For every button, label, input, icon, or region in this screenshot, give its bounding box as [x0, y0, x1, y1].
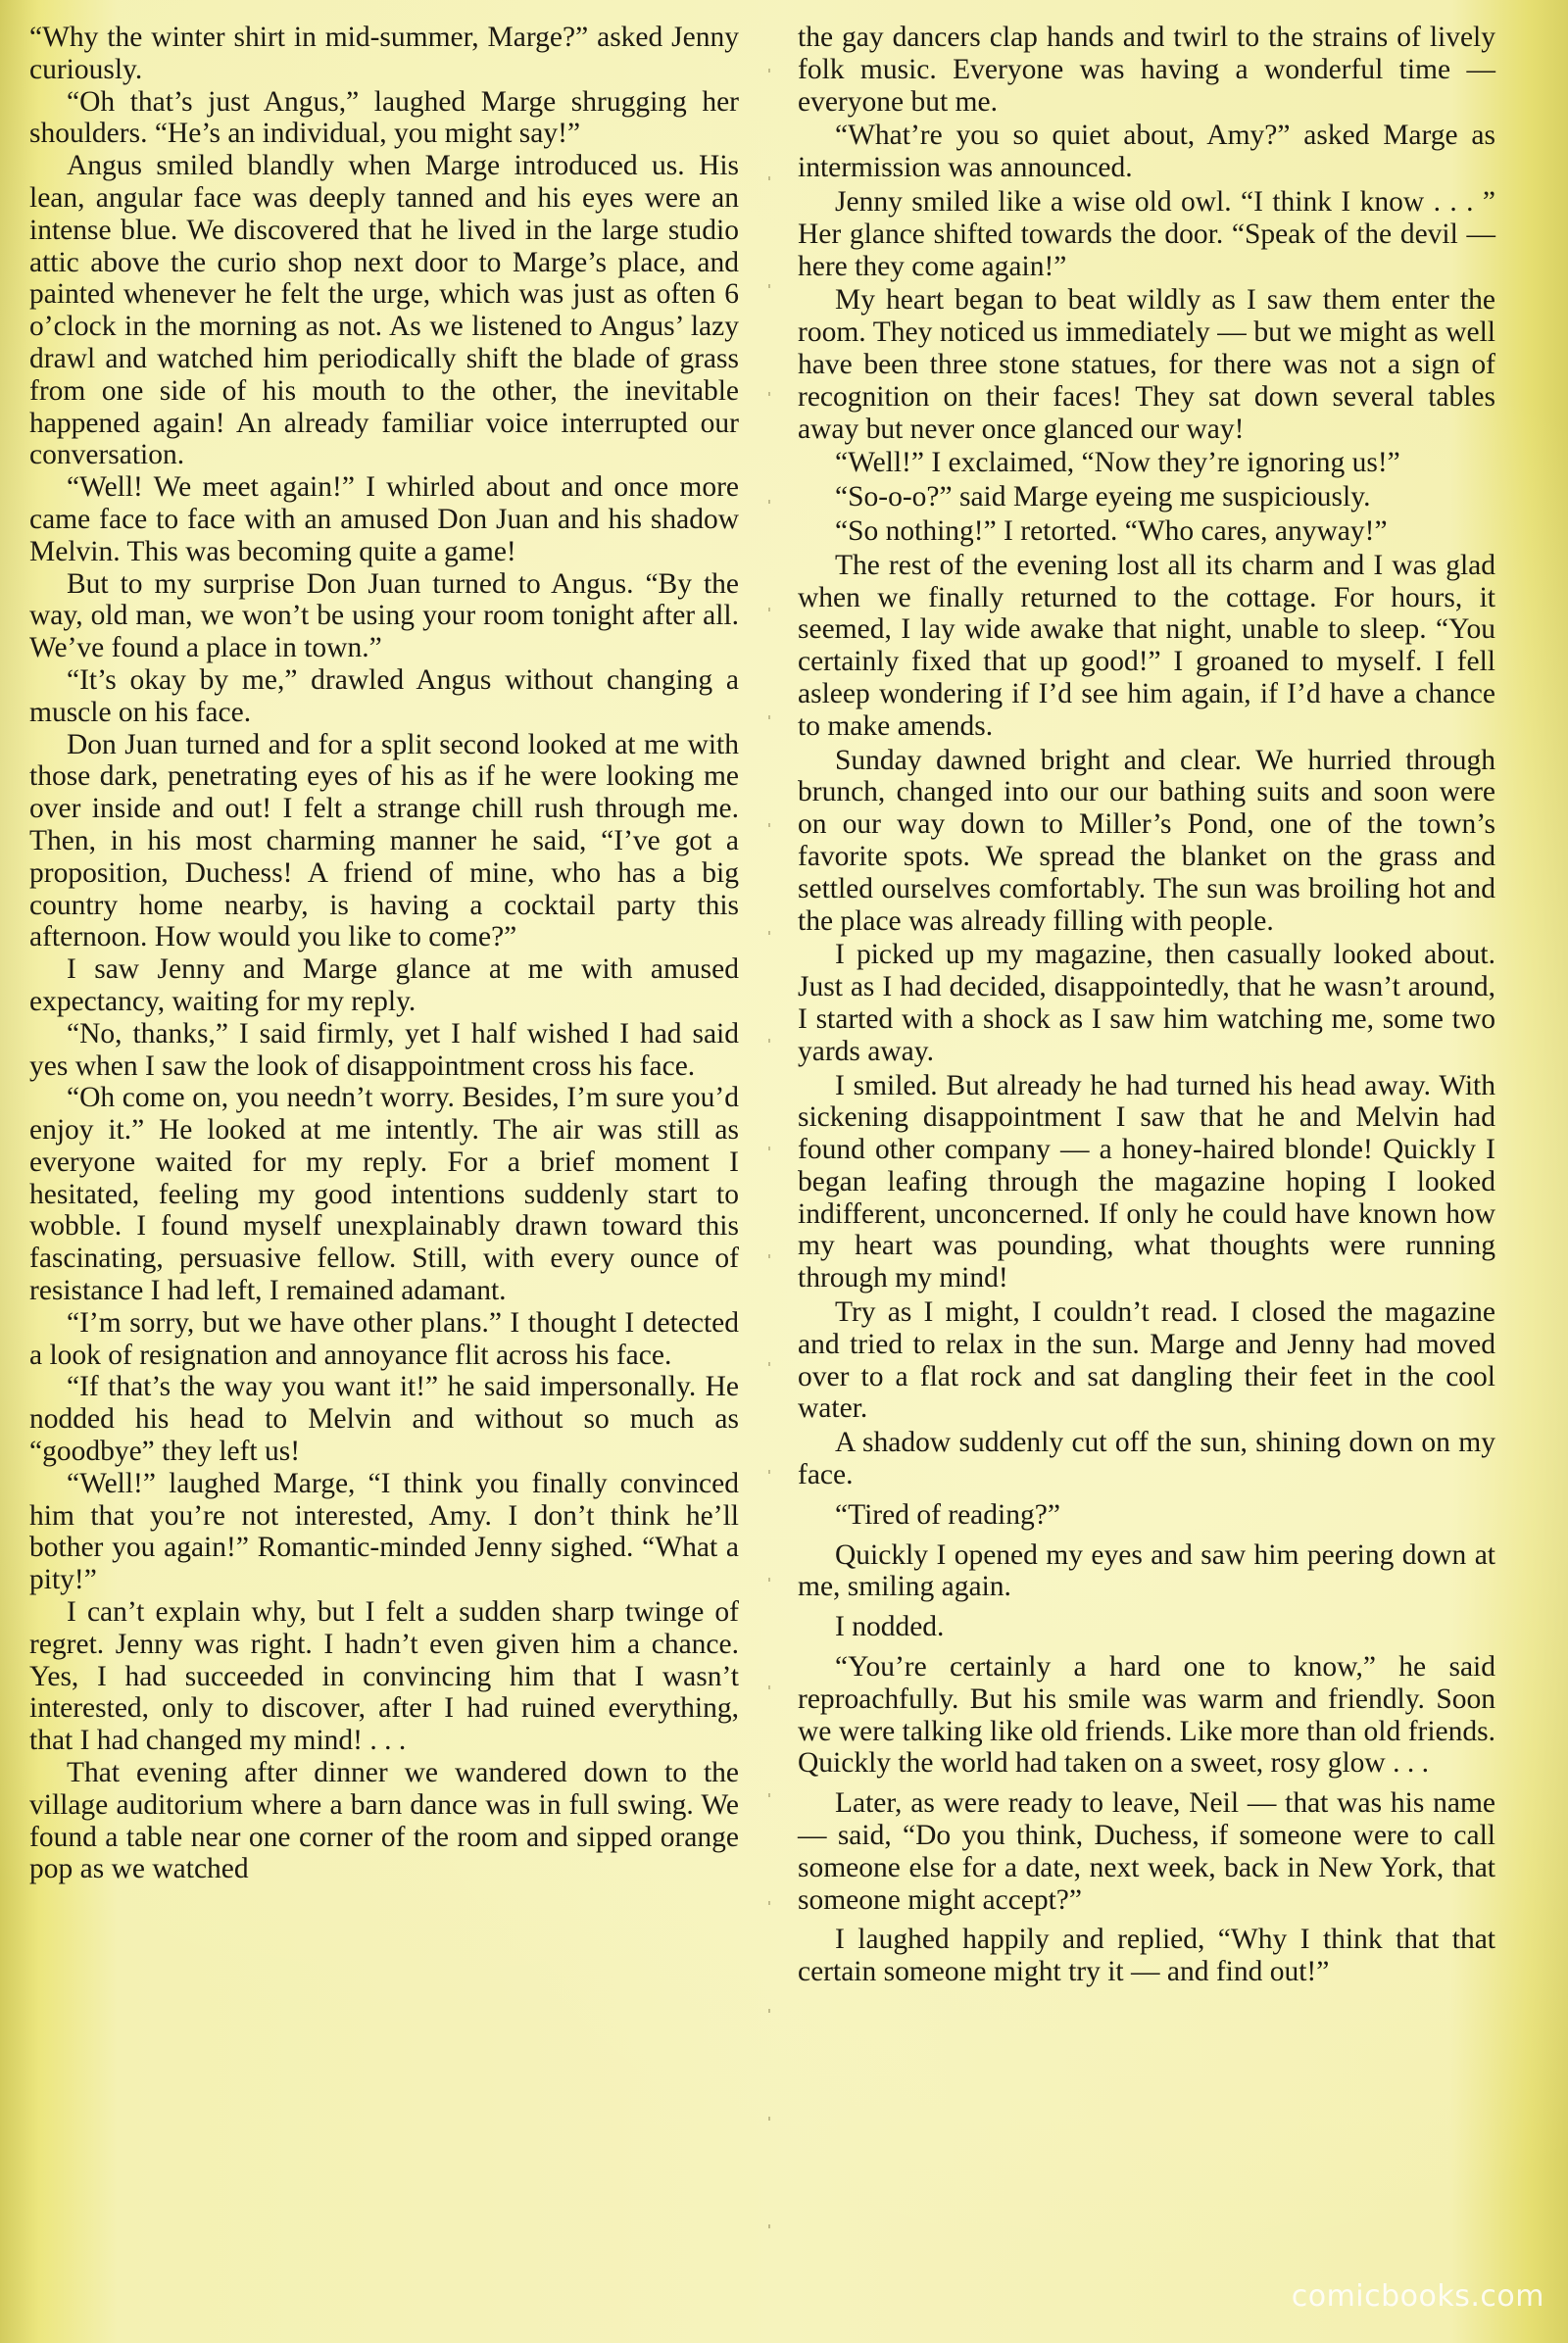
paragraph: “Oh come on, you needn’t worry. Besides, I’m sure you’d enjoy it.” He looked at me intently. The air was still as everyone waited for my reply. For a brief moment I hesitated, feeling my good intentions suddenly start to wobble. I found myself unexplainably drawn toward this fascinating, persuasive fellow. Still, with every ounce of resistance I had left, I remained adamant. [29, 1082, 739, 1307]
paragraph: A shadow suddenly cut off the sun, shining down on my face. [798, 1427, 1495, 1491]
paragraph: “Well!” laughed Marge, “I think you finally convinced him that you’re not interested, Amy. I don’t think he’ll bother you again!” Romantic-minded Jenny sighed. “What a pity!” [29, 1467, 739, 1596]
paragraph: Sunday dawned bright and clear. We hurried through brunch, changed into our our bathing suits and soon were on our way down to Miller’s Pond, one of the town’s favorite spots. We spread the blanket on the grass and settled ourselves comfortably. The sun was broiling hot and the place was already filling with people. [798, 744, 1495, 937]
paragraph: “Well!” I exclaimed, “Now they’re ignoring us!” [835, 447, 1400, 479]
paragraph: Jenny smiled like a wise old owl. “I think I know . . . ” Her glance shifted towards the door. “Speak of the devil — here they come again!” [798, 185, 1495, 282]
paragraph: I saw Jenny and Marge glance at me with amused expectancy, waiting for my reply. [29, 953, 739, 1017]
paragraph: Later, as were ready to leave, Neil — that was his name — said, “Do you think, Duchess, if someone were to call someone else for a date, next week, back in New York, that someone might accept?” [798, 1787, 1495, 1916]
paragraph: I nodded. [835, 1611, 945, 1643]
paragraph: “Tired of reading?” [835, 1498, 1060, 1531]
paragraph: Don Juan turned and for a split second looked at me with those dark, penetrating eyes of his as if he were looking me over inside and out! I felt a strange chill rush through me. Then, in his most charming manner he said, “I’ve got a proposition, Duchess! A friend of mine, who has a big country home nearby, is having a cocktail party this afternoon. How would you like to come?” [29, 728, 739, 953]
watermark: comicbooks.com [1291, 2279, 1544, 2314]
paragraph: I laughed happily and replied, “Why I think that that certain someone might try it — and find out!” [798, 1924, 1495, 1988]
paragraph: “Well! We meet again!” I whirled about and once more came face to face with an amused Don Juan and his shadow Melvin. This was becoming quite a game! [29, 471, 739, 567]
paragraph: “If that’s the way you want it!” he said impersonally. He nodded his head to Melvin and without so much as “goodbye” they left us! [29, 1371, 739, 1468]
paragraph: My heart began to beat wildly as I saw them enter the room. They noticed us immediately — but we might as well have been three stone statues, for there was not a sign of recognition on their faces! They sat down several tables away but never once glanced our way! [798, 284, 1495, 445]
paragraph: “Oh that’s just Angus,” laughed Marge shrugging her shoulders. “He’s an individual, you might say!” [29, 85, 739, 150]
paragraph: Quickly I opened my eyes and saw him peering down at me, smiling again. [798, 1538, 1495, 1603]
paragraph: “I’m sorry, but we have other plans.” I thought I detected a look of resignation and annoyance flit across his face. [29, 1306, 739, 1371]
left-text-column [29, 22, 739, 1885]
paragraph: the gay dancers clap hands and twirl to the strains of lively folk music. Everyone was having a wonderful time — everyone but me. [798, 22, 1495, 118]
paragraph: “It’s okay by me,” drawled Angus without changing a muscle on his face. [29, 663, 739, 728]
paragraph: But to my surprise Don Juan turned to Angus. “By the way, old man, we won’t be using your room tonight after all. We’ve found a place in town.” [29, 567, 739, 664]
paragraph: “So-o-o?” said Marge eyeing me suspiciously. [835, 481, 1371, 513]
column-divider [768, 29, 770, 2293]
paragraph: Angus smiled blandly when Marge introduced us. His lean, angular face was deeply tanned and his eyes were an intense blue. We discovered that he lived in the large studio attic above the curio shop next door to Marge’s place, and painted whenever he felt the urge, which was just as often 6 o’clock in the morning as not. As we listened to Angus’ lazy drawl and watched him periodically shift the blade of grass from one side of his mouth to the other, the inevitable happened again! An already familiar voice interrupted our conversation. [29, 150, 739, 471]
paragraph: “Why the winter shirt in mid-summer, Marge?” asked Jenny curiously. [29, 22, 739, 85]
paragraph: The rest of the evening lost all its charm and I was glad when we finally returned to the cottage. For hours, it seemed, I lay wide awake that night, unable to sleep. “You certainly fixed that up good!” I groaned to myself. I fell asleep wondering if I’d see him again, if I’d have a chance to make amends. [798, 549, 1495, 742]
paragraph: I smiled. But already he had turned his head away. With sickening disappointment I saw that he and Melvin had found other company — a honey-haired blonde! Quickly I began leafing through the magazine hoping I looked indifferent, unconcerned. If only he could have known how my heart was pounding, what thoughts were running through my mind! [798, 1069, 1495, 1294]
paragraph: That evening after dinner we wandered down to the village auditorium where a barn dance was in full swing. We found a table near one corner of the room and sipped orange pop as we watched [29, 1757, 739, 1885]
paragraph: I can’t explain why, but I felt a sudden sharp twinge of regret. Jenny was right. I hadn’t even given him a chance. Yes, I had succeeded in convincing him that I wasn’t interested, only to discover, after I had ruined everything, that I had changed my mind! . . . [29, 1596, 739, 1757]
paragraph: “You’re certainly a hard one to know,” he said reproachfully. But his smile was warm and friendly. Soon we were talking like old friends. Like more than old friends. Quickly the world had taken on a sweet, rosy glow . . . [798, 1651, 1495, 1780]
paragraph: “No, thanks,” I said firmly, yet I half wished I had said yes when I saw the look of disappointment cross his face. [29, 1017, 739, 1082]
paragraph: “What’re you so quiet about, Amy?” asked Marge as intermission was announced. [798, 120, 1495, 184]
paragraph: “So nothing!” I retorted. “Who cares, anyway!” [835, 514, 1388, 547]
paragraph: I picked up my magazine, then casually looked about. Just as I had decided, disappointedly, that he wasn’t around, I started with a shock as I saw him watching me, some two yards away. [798, 939, 1495, 1067]
right-text-column [798, 22, 1495, 1990]
paragraph: Try as I might, I couldn’t read. I closed the magazine and tried to relax in the sun. Marge and Jenny had moved over to a flat rock and sat dangling their feet in the cool water. [798, 1296, 1495, 1425]
